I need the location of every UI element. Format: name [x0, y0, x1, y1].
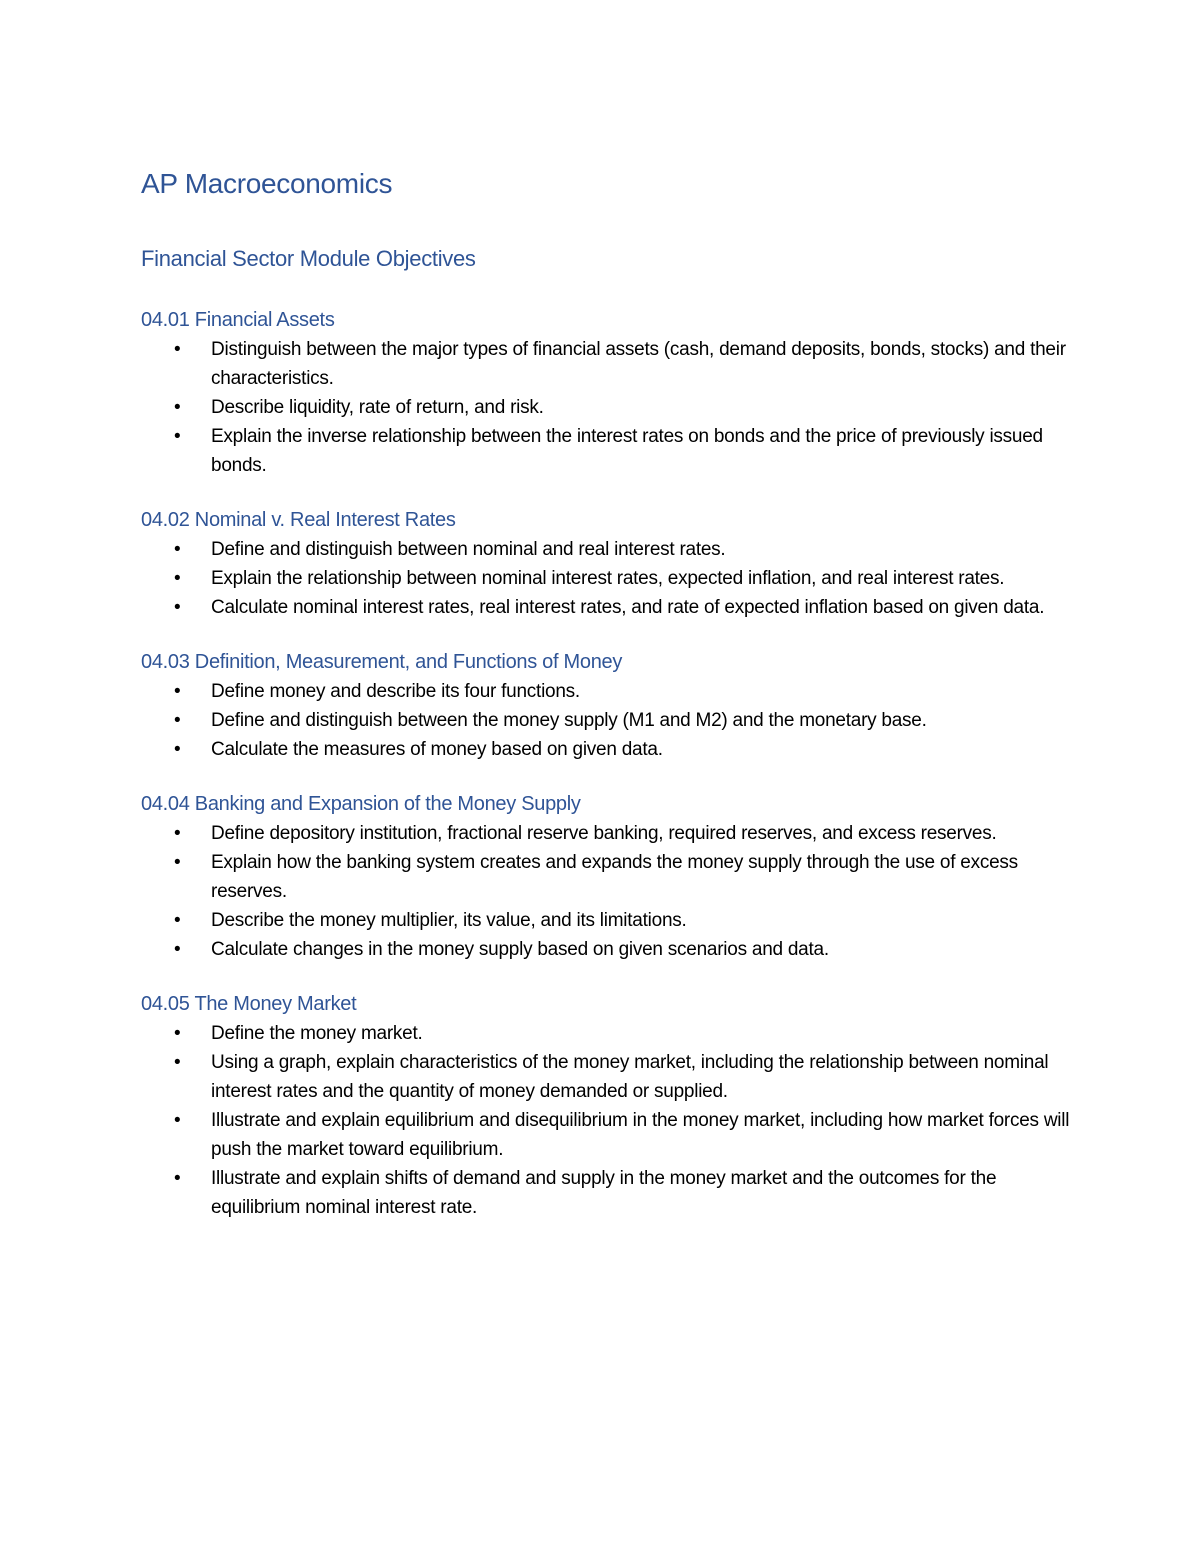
objective-text: Define and distinguish between the money supply (M1 and M2) and the monetary base. [211, 710, 927, 731]
bullet-icon: • [174, 539, 181, 560]
objective-text: Distinguish between the major types of financial assets (cash, demand deposits, bonds, stocks) and their characteristics. [211, 339, 1066, 389]
objective-item [141, 1048, 1071, 1106]
section-heading: 04.04 Banking and Expansion of the Money Supply [141, 793, 581, 815]
objective-list [141, 819, 1071, 964]
objective-text: Define depository institution, fractional reserve banking, required reserves, and excess reserves. [211, 823, 997, 844]
objective-sections [141, 306, 1071, 1248]
objective-text: Describe liquidity, rate of return, and risk. [211, 397, 544, 418]
bullet-icon: • [174, 939, 181, 960]
objective-text: Describe the money multiplier, its value, and its limitations. [211, 910, 687, 931]
bullet-icon: • [174, 823, 181, 844]
objective-item [141, 335, 1071, 393]
objective-section [141, 306, 1071, 480]
objective-item [141, 393, 1071, 422]
objective-item [141, 848, 1071, 906]
objective-item [141, 819, 1071, 848]
objective-text: Using a graph, explain characteristics of the money market, including the relationship between nominal interest rates and the quantity of money demanded or supplied. [211, 1052, 1049, 1102]
objective-item [141, 1106, 1071, 1164]
section-heading: 04.03 Definition, Measurement, and Functions of Money [141, 651, 623, 673]
objective-item [141, 735, 1071, 764]
objective-section [141, 506, 1071, 622]
objective-text: Explain the inverse relationship between the interest rates on bonds and the price of previously issued bonds. [211, 426, 1043, 476]
document-subtitle: Financial Sector Module Objectives [141, 246, 476, 271]
objective-text: Explain the relationship between nominal interest rates, expected inflation, and real interest rates. [211, 568, 1005, 589]
objective-text: Define the money market. [211, 1023, 423, 1044]
objective-text: Illustrate and explain shifts of demand and supply in the money market and the outcomes for the equilibrium nominal interest rate. [211, 1168, 997, 1218]
document-title: AP Macroeconomics [141, 168, 393, 199]
objective-list [141, 677, 1071, 764]
objective-list [141, 335, 1071, 480]
objective-item [141, 706, 1071, 735]
objective-text: Explain how the banking system creates and expands the money supply through the use of excess reserves. [211, 852, 1018, 902]
objective-text: Define money and describe its four functions. [211, 681, 580, 702]
bullet-icon: • [174, 1052, 181, 1073]
bullet-icon: • [174, 681, 181, 702]
section-heading: 04.02 Nominal v. Real Interest Rates [141, 509, 456, 531]
section-heading: 04.05 The Money Market [141, 993, 357, 1015]
objective-item [141, 935, 1071, 964]
bullet-icon: • [174, 597, 181, 618]
objective-list [141, 535, 1071, 622]
bullet-icon: • [174, 1110, 181, 1131]
objective-list [141, 1019, 1071, 1222]
objective-item [141, 906, 1071, 935]
bullet-icon: • [174, 852, 181, 873]
objective-item [141, 422, 1071, 480]
bullet-icon: • [174, 339, 181, 360]
bullet-icon: • [174, 1023, 181, 1044]
objective-item [141, 1164, 1071, 1222]
objective-section [141, 990, 1071, 1222]
objective-section [141, 790, 1071, 964]
objective-text: Illustrate and explain equilibrium and disequilibrium in the money market, including how market forces will push the market toward equilibrium. [211, 1110, 1070, 1160]
objective-text: Calculate changes in the money supply based on given scenarios and data. [211, 939, 829, 960]
section-heading: 04.01 Financial Assets [141, 309, 335, 331]
objective-text: Define and distinguish between nominal and real interest rates. [211, 539, 726, 560]
bullet-icon: • [174, 1168, 181, 1189]
objective-item [141, 677, 1071, 706]
bullet-icon: • [174, 397, 181, 418]
objective-item [141, 593, 1071, 622]
objective-item [141, 535, 1071, 564]
objective-text: Calculate the measures of money based on given data. [211, 739, 663, 760]
bullet-icon: • [174, 426, 181, 447]
objective-text: Calculate nominal interest rates, real interest rates, and rate of expected inflation based on given data. [211, 597, 1045, 618]
objective-item [141, 1019, 1071, 1048]
bullet-icon: • [174, 739, 181, 760]
bullet-icon: • [174, 910, 181, 931]
objective-section [141, 648, 1071, 764]
objective-item [141, 564, 1071, 593]
bullet-icon: • [174, 710, 181, 731]
bullet-icon: • [174, 568, 181, 589]
